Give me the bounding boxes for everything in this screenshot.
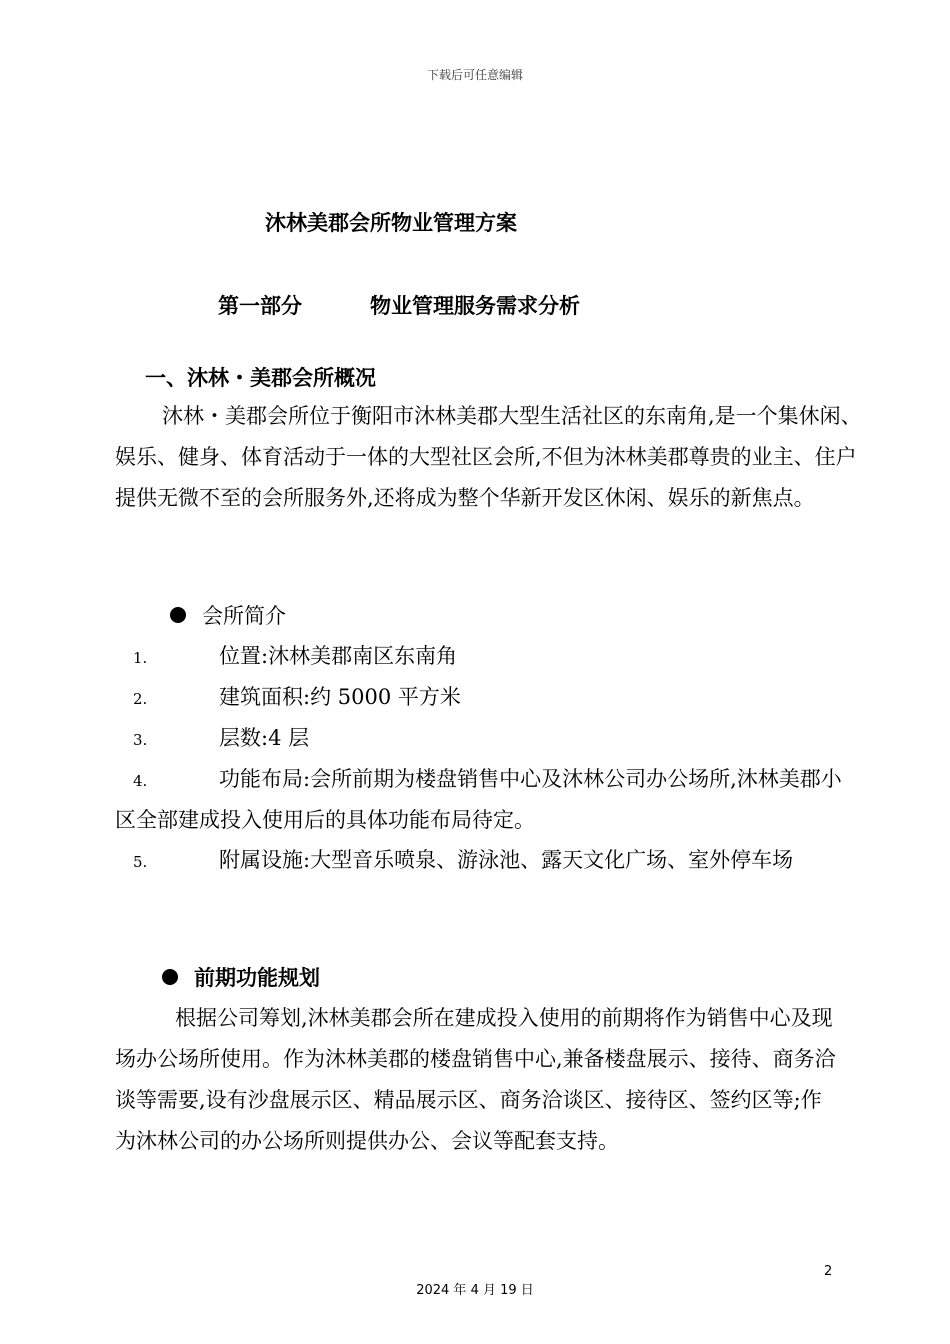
list-item (115, 636, 845, 677)
list-item (115, 718, 845, 759)
list-item-number: 4. (133, 772, 148, 790)
part-label: 第一部分 (218, 294, 302, 318)
part-heading (218, 290, 580, 320)
header-note: 下载后可任意编辑 (426, 68, 523, 82)
planning-paragraph: 根据公司筹划,沐林美郡会所在建成投入使用的前期将作为销售中心及现场办公场所使用。作为沐林美郡的楼盘销售中心,兼备楼盘展示、接待、商务洽谈等需要,设有沙盘展示区、精品展示区、商务洽谈区、接待区、签约区等;作为沐林公司的办公场所则提供办公、会议等配套支持。 (115, 1006, 836, 1153)
intro-heading (170, 600, 286, 630)
list-item-text: 建筑面积:约 5000 平方米 (219, 685, 461, 709)
bullet-icon (170, 607, 186, 623)
overview-paragraph: 沐林・美郡会所位于衡阳市沐林美郡大型生活社区的东南角,是一个集休闲、娱乐、健身、体育活动于一体的大型社区会所,不但为沐林美郡尊贵的业主、住户提供无微不至的会所服务外,还将成为整个华新开发区休闲、娱乐的新焦点。 (115, 404, 862, 510)
document-title: 沐林美郡会所物业管理方案 (265, 211, 517, 235)
list-item-number: 3. (133, 731, 148, 749)
bullet-icon (162, 969, 178, 985)
section-heading-overview: 一、沐林・美郡会所概况 (145, 366, 376, 390)
planning-heading-text: 前期功能规划 (194, 966, 320, 990)
list-item (115, 840, 845, 881)
intro-heading-text: 会所简介 (202, 604, 286, 628)
list-item (115, 677, 845, 718)
part-title: 物业管理服务需求分析 (370, 294, 580, 318)
list-item (115, 759, 845, 841)
list-item-text: 功能布局:会所前期为楼盘销售中心及沐林公司办公场所,沐林美郡小区全部建成投入使用后的具体功能布局待定。 (115, 767, 842, 832)
list-item-number: 2. (133, 690, 148, 708)
list-item-number: 5. (133, 853, 148, 871)
list-item-text: 位置:沐林美郡南区东南角 (219, 644, 458, 668)
footer-date: 2024 年 4 月 19 日 (416, 1283, 534, 1298)
list-item-text: 层数:4 层 (219, 726, 310, 750)
page-number: 2 (824, 1264, 833, 1279)
planning-heading (162, 962, 320, 992)
list-item-text: 附属设施:大型音乐喷泉、游泳池、露天文化广场、室外停车场 (219, 848, 794, 872)
list-item-number: 1. (133, 649, 148, 667)
